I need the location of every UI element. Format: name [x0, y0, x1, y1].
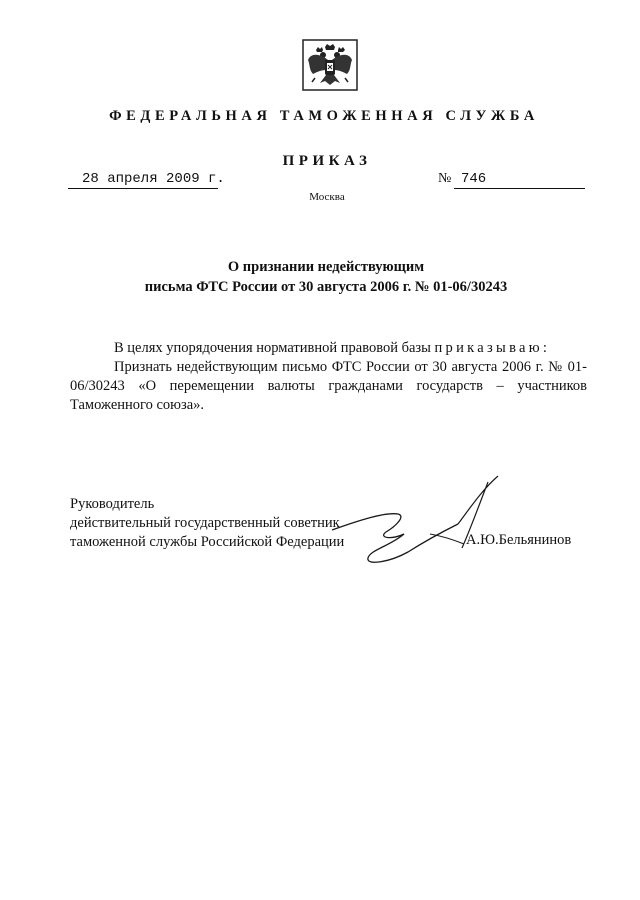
body-decision: Признать недействующим письмо ФТС России от 30 августа 2006 г. № 01-06/30243 «О перемещении валюты гражданами государств – участников Таможенного союза». [70, 359, 587, 413]
handwritten-signature-icon [330, 468, 520, 578]
city: Москва [309, 191, 345, 203]
order-number: 746 [461, 171, 487, 187]
agency-title: ФЕДЕРАЛЬНАЯ ТАМОЖЕННАЯ СЛУЖБА [109, 108, 539, 124]
intro-text: В целях упорядочения нормативной правовой базы [114, 340, 431, 356]
document-type: ПРИКАЗ [282, 153, 372, 169]
date-underline [68, 188, 218, 189]
number-sign: № [438, 171, 452, 186]
order-date: 28 апреля 2009 г. [82, 171, 225, 187]
signatory-line-1: Руководитель [70, 496, 155, 512]
document-body [70, 339, 587, 415]
subject-line-2: письма ФТС России от 30 августа 2006 г. № 01-06/30243 [144, 279, 508, 295]
signatory-title [70, 495, 344, 552]
number-underline [454, 188, 585, 189]
signatory-line-3: таможенной службы Российской Федерации [70, 534, 345, 550]
document-subject [0, 257, 640, 297]
body-intro [70, 339, 587, 358]
subject-line-1: О признании недействующим [227, 259, 425, 275]
russian-coat-of-arms-icon [301, 38, 359, 92]
signer-name: А.Ю.Бельянинов [466, 532, 572, 548]
order-word: приказываю: [434, 340, 551, 356]
signatory-line-2: действительный государственный советник [70, 515, 340, 531]
